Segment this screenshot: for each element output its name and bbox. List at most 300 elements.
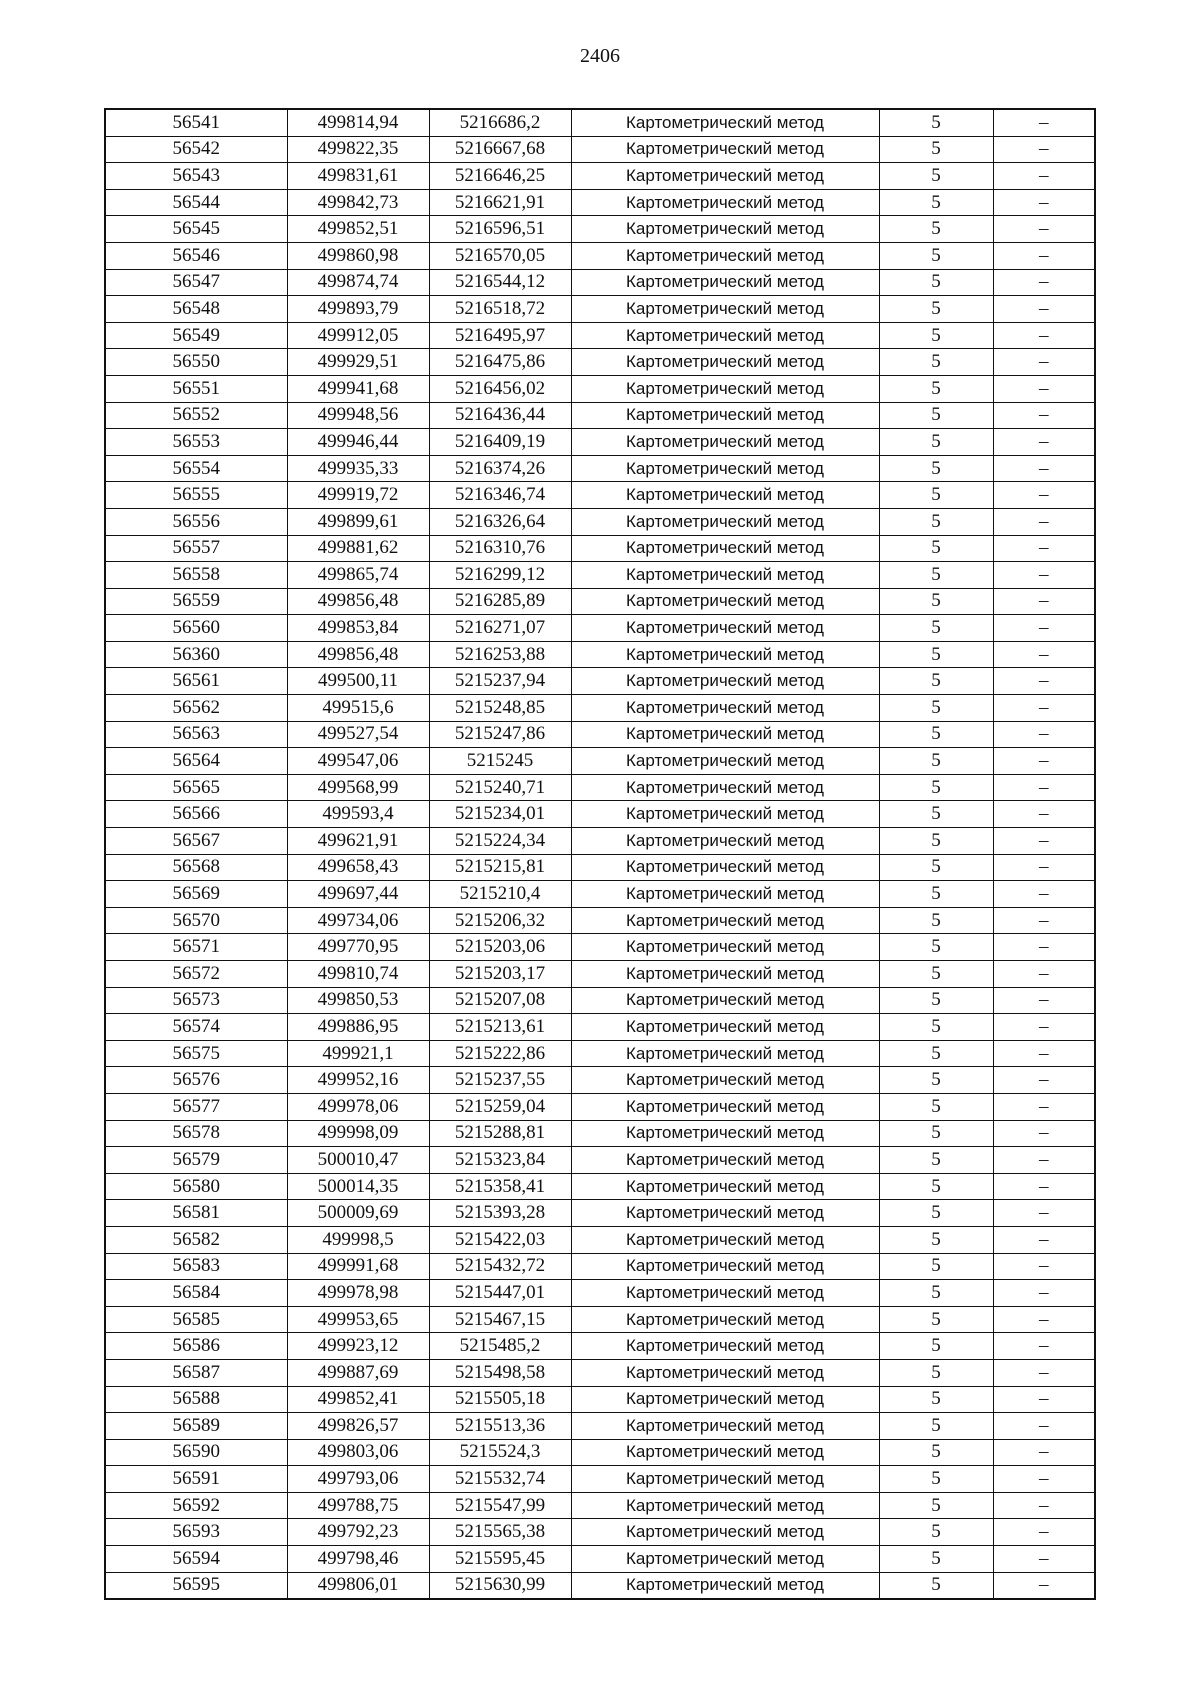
method-cell: Картометрический метод	[571, 774, 879, 801]
note-cell: –	[993, 136, 1095, 163]
y-coordinate-cell: 5215595,45	[429, 1546, 571, 1573]
point-number-cell: 56551	[105, 375, 287, 402]
table-row	[105, 907, 1095, 934]
accuracy-cell: 5	[879, 881, 993, 908]
note-cell: –	[993, 1067, 1095, 1094]
x-coordinate-cell: 499886,95	[287, 1014, 429, 1041]
table-row	[105, 562, 1095, 589]
method-cell: Картометрический метод	[571, 1200, 879, 1227]
method-cell: Картометрический метод	[571, 721, 879, 748]
accuracy-cell: 5	[879, 1359, 993, 1386]
y-coordinate-cell: 5215245	[429, 748, 571, 775]
x-coordinate-cell: 499568,99	[287, 774, 429, 801]
table-row	[105, 1120, 1095, 1147]
x-coordinate-cell: 499798,46	[287, 1546, 429, 1573]
point-number-cell: 56588	[105, 1386, 287, 1413]
note-cell: –	[993, 163, 1095, 190]
table-row	[105, 1306, 1095, 1333]
point-number-cell: 56560	[105, 615, 287, 642]
point-number-cell: 56549	[105, 322, 287, 349]
note-cell: –	[993, 1306, 1095, 1333]
table-row	[105, 1413, 1095, 1440]
note-cell: –	[993, 349, 1095, 376]
table-row	[105, 1040, 1095, 1067]
method-cell: Картометрический метод	[571, 349, 879, 376]
note-cell: –	[993, 774, 1095, 801]
x-coordinate-cell: 499856,48	[287, 588, 429, 615]
accuracy-cell: 5	[879, 1546, 993, 1573]
note-cell: –	[993, 668, 1095, 695]
method-cell: Картометрический метод	[571, 668, 879, 695]
note-cell: –	[993, 1040, 1095, 1067]
point-number-cell: 56586	[105, 1333, 287, 1360]
method-cell: Картометрический метод	[571, 1226, 879, 1253]
point-number-cell: 56580	[105, 1173, 287, 1200]
method-cell: Картометрический метод	[571, 1386, 879, 1413]
table-row	[105, 695, 1095, 722]
method-cell: Картометрический метод	[571, 1413, 879, 1440]
point-number-cell: 56591	[105, 1466, 287, 1493]
method-cell: Картометрический метод	[571, 242, 879, 269]
table-row	[105, 801, 1095, 828]
x-coordinate-cell: 499850,53	[287, 987, 429, 1014]
point-number-cell: 56593	[105, 1519, 287, 1546]
accuracy-cell: 5	[879, 1333, 993, 1360]
y-coordinate-cell: 5215240,71	[429, 774, 571, 801]
point-number-cell: 56584	[105, 1280, 287, 1307]
table-row	[105, 402, 1095, 429]
y-coordinate-cell: 5215513,36	[429, 1413, 571, 1440]
note-cell: –	[993, 801, 1095, 828]
y-coordinate-cell: 5215323,84	[429, 1147, 571, 1174]
point-number-cell: 56573	[105, 987, 287, 1014]
table-row	[105, 1067, 1095, 1094]
table-row	[105, 109, 1095, 136]
point-number-cell: 56575	[105, 1040, 287, 1067]
accuracy-cell: 5	[879, 455, 993, 482]
note-cell: –	[993, 1147, 1095, 1174]
point-number-cell: 56567	[105, 828, 287, 855]
method-cell: Картометрический метод	[571, 641, 879, 668]
point-number-cell: 56550	[105, 349, 287, 376]
point-number-cell: 56554	[105, 455, 287, 482]
method-cell: Картометрический метод	[571, 828, 879, 855]
method-cell: Картометрический метод	[571, 1067, 879, 1094]
point-number-cell: 56572	[105, 961, 287, 988]
method-cell: Картометрический метод	[571, 1572, 879, 1599]
note-cell: –	[993, 1333, 1095, 1360]
x-coordinate-cell: 499874,74	[287, 269, 429, 296]
y-coordinate-cell: 5215215,81	[429, 854, 571, 881]
point-number-cell: 56557	[105, 535, 287, 562]
accuracy-cell: 5	[879, 1120, 993, 1147]
point-number-cell: 56541	[105, 109, 287, 136]
accuracy-cell: 5	[879, 615, 993, 642]
accuracy-cell: 5	[879, 588, 993, 615]
x-coordinate-cell: 499946,44	[287, 429, 429, 456]
y-coordinate-cell: 5216285,89	[429, 588, 571, 615]
y-coordinate-cell: 5216646,25	[429, 163, 571, 190]
point-number-cell: 56585	[105, 1306, 287, 1333]
point-number-cell: 56574	[105, 1014, 287, 1041]
y-coordinate-cell: 5216271,07	[429, 615, 571, 642]
accuracy-cell: 5	[879, 961, 993, 988]
method-cell: Картометрический метод	[571, 881, 879, 908]
point-number-cell: 56553	[105, 429, 287, 456]
table-row	[105, 508, 1095, 535]
note-cell: –	[993, 1253, 1095, 1280]
method-cell: Картометрический метод	[571, 1359, 879, 1386]
y-coordinate-cell: 5216456,02	[429, 375, 571, 402]
method-cell: Картометрический метод	[571, 322, 879, 349]
method-cell: Картометрический метод	[571, 748, 879, 775]
accuracy-cell: 5	[879, 748, 993, 775]
x-coordinate-cell: 500010,47	[287, 1147, 429, 1174]
accuracy-cell: 5	[879, 136, 993, 163]
x-coordinate-cell: 499826,57	[287, 1413, 429, 1440]
table-row	[105, 1333, 1095, 1360]
accuracy-cell: 5	[879, 349, 993, 376]
method-cell: Картометрический метод	[571, 163, 879, 190]
y-coordinate-cell: 5215206,32	[429, 907, 571, 934]
accuracy-cell: 5	[879, 1280, 993, 1307]
note-cell: –	[993, 828, 1095, 855]
method-cell: Картометрический метод	[571, 1306, 879, 1333]
table-row	[105, 1173, 1095, 1200]
note-cell: –	[993, 1492, 1095, 1519]
table-row	[105, 721, 1095, 748]
method-cell: Картометрический метод	[571, 1439, 879, 1466]
point-number-cell: 56570	[105, 907, 287, 934]
accuracy-cell: 5	[879, 668, 993, 695]
note-cell: –	[993, 296, 1095, 323]
x-coordinate-cell: 499921,1	[287, 1040, 429, 1067]
accuracy-cell: 5	[879, 1439, 993, 1466]
table-row	[105, 615, 1095, 642]
method-cell: Картометрический метод	[571, 1492, 879, 1519]
y-coordinate-cell: 5215210,4	[429, 881, 571, 908]
y-coordinate-cell: 5216686,2	[429, 109, 571, 136]
y-coordinate-cell: 5215259,04	[429, 1093, 571, 1120]
note-cell: –	[993, 322, 1095, 349]
y-coordinate-cell: 5215237,94	[429, 668, 571, 695]
point-number-cell: 56543	[105, 163, 287, 190]
accuracy-cell: 5	[879, 1386, 993, 1413]
table-row	[105, 1546, 1095, 1573]
y-coordinate-cell: 5215358,41	[429, 1173, 571, 1200]
y-coordinate-cell: 5215532,74	[429, 1466, 571, 1493]
x-coordinate-cell: 499991,68	[287, 1253, 429, 1280]
x-coordinate-cell: 499998,09	[287, 1120, 429, 1147]
accuracy-cell: 5	[879, 1067, 993, 1094]
y-coordinate-cell: 5215237,55	[429, 1067, 571, 1094]
x-coordinate-cell: 499853,84	[287, 615, 429, 642]
table-row	[105, 1466, 1095, 1493]
point-number-cell: 56581	[105, 1200, 287, 1227]
note-cell: –	[993, 907, 1095, 934]
accuracy-cell: 5	[879, 987, 993, 1014]
accuracy-cell: 5	[879, 269, 993, 296]
y-coordinate-cell: 5216346,74	[429, 482, 571, 509]
method-cell: Картометрический метод	[571, 801, 879, 828]
table-row	[105, 1147, 1095, 1174]
table-row	[105, 375, 1095, 402]
point-number-cell: 56590	[105, 1439, 287, 1466]
note-cell: –	[993, 748, 1095, 775]
x-coordinate-cell: 499852,41	[287, 1386, 429, 1413]
y-coordinate-cell: 5216596,51	[429, 216, 571, 243]
method-cell: Картометрический метод	[571, 1040, 879, 1067]
accuracy-cell: 5	[879, 163, 993, 190]
accuracy-cell: 5	[879, 1413, 993, 1440]
note-cell: –	[993, 482, 1095, 509]
table-row	[105, 136, 1095, 163]
x-coordinate-cell: 499842,73	[287, 189, 429, 216]
accuracy-cell: 5	[879, 429, 993, 456]
method-cell: Картометрический метод	[571, 508, 879, 535]
y-coordinate-cell: 5215222,86	[429, 1040, 571, 1067]
x-coordinate-cell: 499929,51	[287, 349, 429, 376]
x-coordinate-cell: 499856,48	[287, 641, 429, 668]
method-cell: Картометрический метод	[571, 136, 879, 163]
accuracy-cell: 5	[879, 854, 993, 881]
accuracy-cell: 5	[879, 1040, 993, 1067]
note-cell: –	[993, 1439, 1095, 1466]
page-number: 2406	[580, 45, 620, 67]
point-number-cell: 56568	[105, 854, 287, 881]
accuracy-cell: 5	[879, 1173, 993, 1200]
accuracy-cell: 5	[879, 1093, 993, 1120]
y-coordinate-cell: 5216544,12	[429, 269, 571, 296]
x-coordinate-cell: 499621,91	[287, 828, 429, 855]
y-coordinate-cell: 5216374,26	[429, 455, 571, 482]
note-cell: –	[993, 109, 1095, 136]
x-coordinate-cell: 499852,51	[287, 216, 429, 243]
point-number-cell: 56582	[105, 1226, 287, 1253]
method-cell: Картометрический метод	[571, 1519, 879, 1546]
accuracy-cell: 5	[879, 641, 993, 668]
point-number-cell: 56594	[105, 1546, 287, 1573]
point-number-cell: 56555	[105, 482, 287, 509]
table-row	[105, 1572, 1095, 1599]
table-row	[105, 269, 1095, 296]
point-number-cell: 56577	[105, 1093, 287, 1120]
coordinates-table-body	[105, 109, 1095, 1599]
note-cell: –	[993, 1280, 1095, 1307]
y-coordinate-cell: 5215203,17	[429, 961, 571, 988]
point-number-cell: 56547	[105, 269, 287, 296]
point-number-cell: 56563	[105, 721, 287, 748]
x-coordinate-cell: 499810,74	[287, 961, 429, 988]
accuracy-cell: 5	[879, 535, 993, 562]
x-coordinate-cell: 499923,12	[287, 1333, 429, 1360]
point-number-cell: 56578	[105, 1120, 287, 1147]
accuracy-cell: 5	[879, 508, 993, 535]
point-number-cell: 56542	[105, 136, 287, 163]
method-cell: Картометрический метод	[571, 1546, 879, 1573]
method-cell: Картометрический метод	[571, 216, 879, 243]
table-row	[105, 641, 1095, 668]
x-coordinate-cell: 499919,72	[287, 482, 429, 509]
accuracy-cell: 5	[879, 322, 993, 349]
x-coordinate-cell: 499734,06	[287, 907, 429, 934]
accuracy-cell: 5	[879, 934, 993, 961]
accuracy-cell: 5	[879, 1014, 993, 1041]
method-cell: Картометрический метод	[571, 189, 879, 216]
x-coordinate-cell: 499952,16	[287, 1067, 429, 1094]
y-coordinate-cell: 5216621,91	[429, 189, 571, 216]
method-cell: Картометрический метод	[571, 1014, 879, 1041]
x-coordinate-cell: 499593,4	[287, 801, 429, 828]
x-coordinate-cell: 500009,69	[287, 1200, 429, 1227]
note-cell: –	[993, 1546, 1095, 1573]
accuracy-cell: 5	[879, 562, 993, 589]
y-coordinate-cell: 5216299,12	[429, 562, 571, 589]
accuracy-cell: 5	[879, 109, 993, 136]
table-row	[105, 1093, 1095, 1120]
accuracy-cell: 5	[879, 907, 993, 934]
note-cell: –	[993, 1200, 1095, 1227]
table-row	[105, 1200, 1095, 1227]
point-number-cell: 56587	[105, 1359, 287, 1386]
point-number-cell: 56565	[105, 774, 287, 801]
y-coordinate-cell: 5215505,18	[429, 1386, 571, 1413]
method-cell: Картометрический метод	[571, 1333, 879, 1360]
x-coordinate-cell: 499893,79	[287, 296, 429, 323]
method-cell: Картометрический метод	[571, 854, 879, 881]
method-cell: Картометрический метод	[571, 455, 879, 482]
y-coordinate-cell: 5216475,86	[429, 349, 571, 376]
y-coordinate-cell: 5215498,58	[429, 1359, 571, 1386]
accuracy-cell: 5	[879, 242, 993, 269]
y-coordinate-cell: 5215248,85	[429, 695, 571, 722]
accuracy-cell: 5	[879, 801, 993, 828]
x-coordinate-cell: 499770,95	[287, 934, 429, 961]
x-coordinate-cell: 499860,98	[287, 242, 429, 269]
note-cell: –	[993, 1359, 1095, 1386]
note-cell: –	[993, 189, 1095, 216]
method-cell: Картометрический метод	[571, 375, 879, 402]
note-cell: –	[993, 1173, 1095, 1200]
note-cell: –	[993, 242, 1095, 269]
note-cell: –	[993, 641, 1095, 668]
x-coordinate-cell: 499935,33	[287, 455, 429, 482]
table-row	[105, 1226, 1095, 1253]
note-cell: –	[993, 1413, 1095, 1440]
method-cell: Картометрический метод	[571, 1147, 879, 1174]
x-coordinate-cell: 499793,06	[287, 1466, 429, 1493]
note-cell: –	[993, 1519, 1095, 1546]
x-coordinate-cell: 499881,62	[287, 535, 429, 562]
table-row	[105, 322, 1095, 349]
point-number-cell: 56566	[105, 801, 287, 828]
note-cell: –	[993, 1572, 1095, 1599]
table-row	[105, 216, 1095, 243]
note-cell: –	[993, 402, 1095, 429]
table-row	[105, 1014, 1095, 1041]
note-cell: –	[993, 1120, 1095, 1147]
y-coordinate-cell: 5216570,05	[429, 242, 571, 269]
y-coordinate-cell: 5215207,08	[429, 987, 571, 1014]
point-number-cell: 56561	[105, 668, 287, 695]
method-cell: Картометрический метод	[571, 429, 879, 456]
point-number-cell: 56558	[105, 562, 287, 589]
accuracy-cell: 5	[879, 721, 993, 748]
method-cell: Картометрический метод	[571, 269, 879, 296]
table-row	[105, 429, 1095, 456]
method-cell: Картометрический метод	[571, 1120, 879, 1147]
point-number-cell: 56545	[105, 216, 287, 243]
accuracy-cell: 5	[879, 774, 993, 801]
accuracy-cell: 5	[879, 216, 993, 243]
x-coordinate-cell: 499527,54	[287, 721, 429, 748]
x-coordinate-cell: 499998,5	[287, 1226, 429, 1253]
accuracy-cell: 5	[879, 1226, 993, 1253]
accuracy-cell: 5	[879, 1492, 993, 1519]
note-cell: –	[993, 854, 1095, 881]
note-cell: –	[993, 881, 1095, 908]
note-cell: –	[993, 508, 1095, 535]
table-row	[105, 1519, 1095, 1546]
note-cell: –	[993, 375, 1095, 402]
x-coordinate-cell: 499806,01	[287, 1572, 429, 1599]
accuracy-cell: 5	[879, 828, 993, 855]
accuracy-cell: 5	[879, 1306, 993, 1333]
method-cell: Картометрический метод	[571, 1093, 879, 1120]
note-cell: –	[993, 535, 1095, 562]
method-cell: Картометрический метод	[571, 562, 879, 589]
coordinates-table	[104, 108, 1096, 1600]
table-row	[105, 668, 1095, 695]
method-cell: Картометрический метод	[571, 1253, 879, 1280]
x-coordinate-cell: 499948,56	[287, 402, 429, 429]
y-coordinate-cell: 5216518,72	[429, 296, 571, 323]
method-cell: Картометрический метод	[571, 615, 879, 642]
x-coordinate-cell: 499515,6	[287, 695, 429, 722]
y-coordinate-cell: 5215203,06	[429, 934, 571, 961]
point-number-cell: 56548	[105, 296, 287, 323]
table-row	[105, 349, 1095, 376]
table-row	[105, 1253, 1095, 1280]
point-number-cell: 56589	[105, 1413, 287, 1440]
x-coordinate-cell: 499978,98	[287, 1280, 429, 1307]
table-row	[105, 1492, 1095, 1519]
method-cell: Картометрический метод	[571, 535, 879, 562]
accuracy-cell: 5	[879, 1253, 993, 1280]
x-coordinate-cell: 499978,06	[287, 1093, 429, 1120]
table-row	[105, 163, 1095, 190]
note-cell: –	[993, 429, 1095, 456]
accuracy-cell: 5	[879, 1572, 993, 1599]
y-coordinate-cell: 5215467,15	[429, 1306, 571, 1333]
note-cell: –	[993, 695, 1095, 722]
y-coordinate-cell: 5216326,64	[429, 508, 571, 535]
point-number-cell: 56595	[105, 1572, 287, 1599]
note-cell: –	[993, 269, 1095, 296]
note-cell: –	[993, 961, 1095, 988]
table-row	[105, 881, 1095, 908]
table-row	[105, 296, 1095, 323]
note-cell: –	[993, 1386, 1095, 1413]
point-number-cell: 56592	[105, 1492, 287, 1519]
table-row	[105, 535, 1095, 562]
note-cell: –	[993, 1226, 1095, 1253]
note-cell: –	[993, 455, 1095, 482]
y-coordinate-cell: 5216495,97	[429, 322, 571, 349]
note-cell: –	[993, 1093, 1095, 1120]
x-coordinate-cell: 499941,68	[287, 375, 429, 402]
point-number-cell: 56579	[105, 1147, 287, 1174]
